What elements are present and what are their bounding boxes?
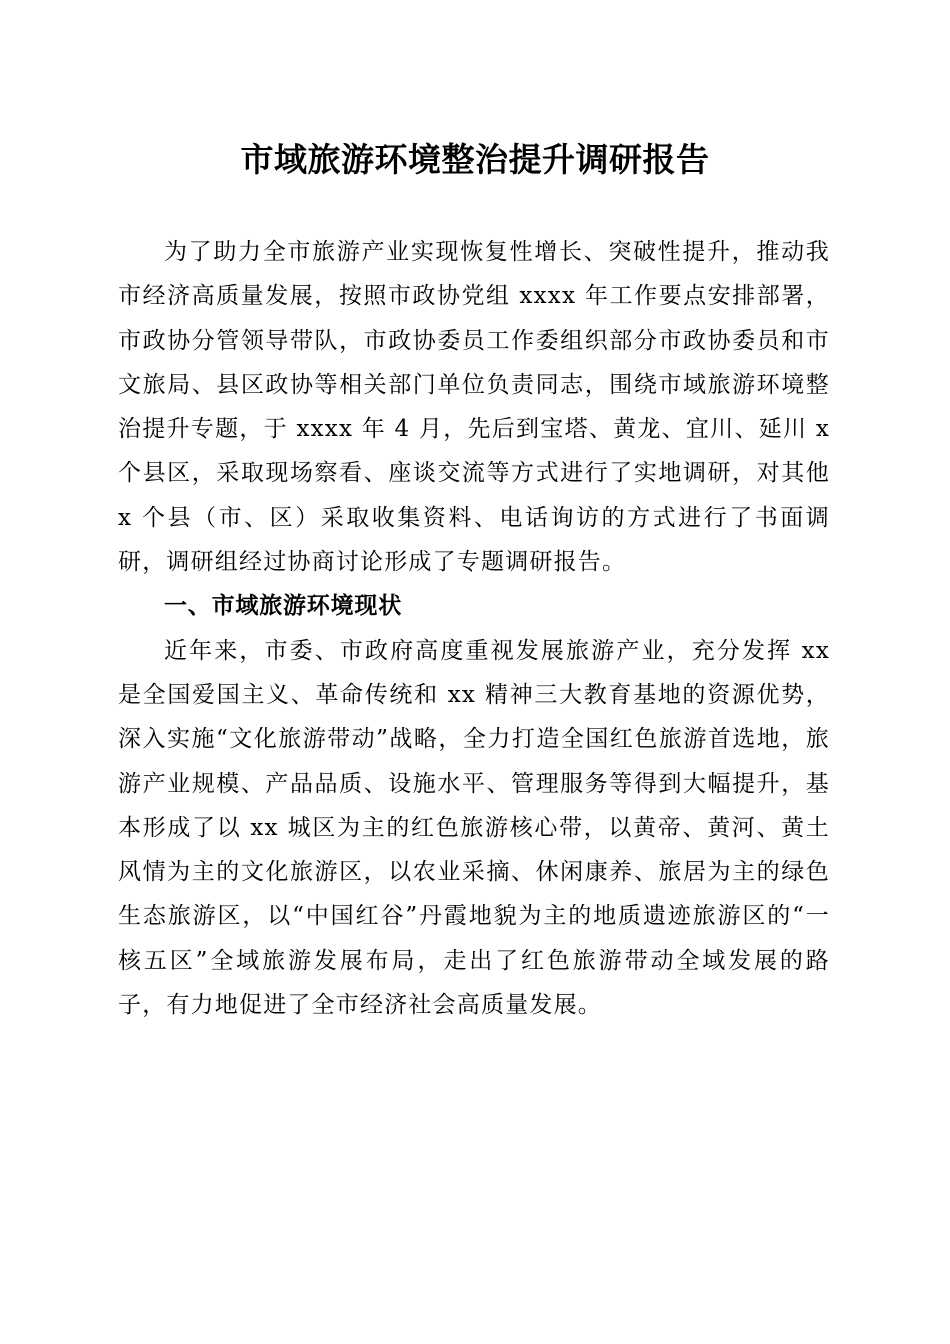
section-heading-1: 一、市域旅游环境现状: [164, 593, 402, 620]
document-body: [118, 230, 830, 1027]
intro-paragraph: 为了助力全市旅游产业实现恢复性增长、突破性提升，推动我市经济高质量发展，按照市政协党组 xxxx 年工作要点安排部署，市政协分管领导带队，市政协委员工作委组织部分市政协委员和市文旅局、县区政协等相关部门单位负责同志，围绕市域旅游环境整治提升专题，于 xxxx 年 4 月，先后到宝塔、黄龙、宜川、延川 x 个县区，采取现场察看、座谈交流等方式进行了实地调研，对其他 x 个县（市、区）采取收集资料、电话询访的方式进行了书面调研，调研组经过协商讨论形成了专题调研报告。: [118, 239, 830, 576]
section-1-paragraph: 近年来，市委、市政府高度重视发展旅游产业，充分发挥 xx 是全国爱国主义、革命传统和 xx 精神三大教育基地的资源优势，深入实施“文化旅游带动”战略，全力打造全国红色旅游首选地，旅游产业规模、产品品质、设施水平、管理服务等得到大幅提升，基本形成了以 xx 城区为主的红色旅游核心带，以黄帝、黄河、黄土风情为主的文化旅游区，以农业采摘、休闲康养、旅居为主的绿色生态旅游区，以“中国红谷”丹霞地貌为主的地质遗迹旅游区的“一核五区”全域旅游发展布局，走出了红色旅游带动全域发展的路子，有力地促进了全市经济社会高质量发展。: [118, 637, 830, 1019]
document-title: 市域旅游环境整治提升调研报告: [240, 140, 710, 179]
